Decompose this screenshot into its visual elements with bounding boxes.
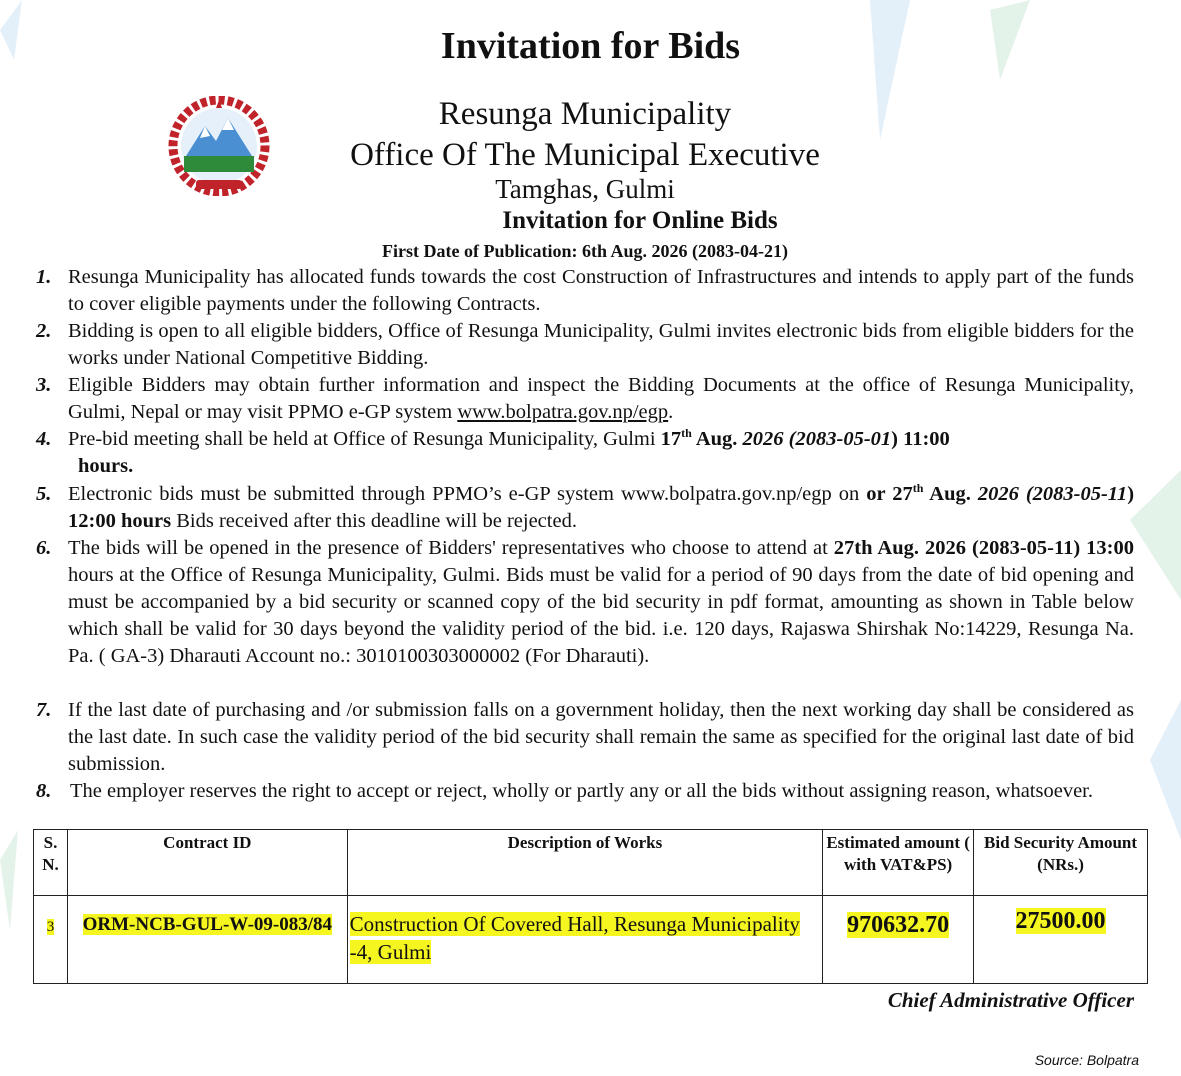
clause-5 (68, 481, 1134, 535)
clause-4-month: Aug. (691, 428, 743, 450)
clause-5-time: 12:00 hours (68, 510, 172, 532)
header-sn: S. N. (34, 830, 68, 896)
clause-6 (68, 535, 1134, 670)
clause-6-rest: hours at the Office of Resunga Municipality, Gulmi. Bids must be valid for a period of 90 days from the date of bid opening and must be accompanied by a bid security or scanned copy of the bid security in pdf format, amounting as shown in Table below which shall be valid for 30 days beyond the validity period of the bid. i.e. 120 days, Rajaswa Shirshak No:14229, Resunga Na. Pa. ( GA-3) Dharauti Account no.: 3010100303000002 (For Dharauti). (68, 564, 1134, 667)
clause-3-end: . (668, 401, 674, 423)
row-estimated: 970632.70 (847, 912, 950, 938)
clause-8: The employer reserves the right to accept or reject, wholly or partly any or all the bids without assigning reason, whatsoever. (70, 780, 1093, 802)
clause-4 (68, 426, 1134, 480)
clause-5-date: 2026 (2083-05-11 (977, 483, 1128, 505)
clause-4-hours: hours. (78, 455, 134, 477)
row-description: Construction Of Covered Hall, Resunga Municipality -4, Gulmi (349, 912, 800, 964)
clause-3 (68, 372, 1134, 426)
source-credit: Source: Bolpatra (1034, 1052, 1139, 1068)
clause-number-4: 4. (36, 428, 52, 450)
org-line-2: Office Of The Municipal Executive (350, 137, 820, 173)
clause-6-text: The bids will be opened in the presence of Bidders' representatives who choose to attend at (68, 537, 834, 559)
org-line-1: Resunga Municipality (438, 96, 732, 132)
row-sn: 3 (46, 919, 55, 935)
clause-4-day: 17 (660, 428, 682, 450)
clause-number-6: 6. (36, 537, 52, 559)
signature: Chief Administrative Officer (887, 988, 1134, 1012)
clause-5-text: Electronic bids must be submitted through PPMO’s e-GP system www.bolpatra.gov.np/egp on (68, 483, 867, 505)
header-estimated: Estimated amount ( with VAT&PS) (823, 830, 974, 896)
clause-3-text: Eligible Bidders may obtain further information and inspect the Bidding Documents at the office of Resunga Municipality, Gulmi, Nepal or may visit PPMO e-GP system (68, 374, 1134, 423)
clause-4-sup: th (681, 426, 692, 441)
row-contract-id: ORM-NCB-GUL-W-09-083/84 (82, 914, 333, 935)
publication-date: First Date of Publication: 6th Aug. 2026 (2083-04-21) (382, 241, 788, 261)
clause-4-date: 2026 (2083-05-01 (742, 428, 892, 450)
clause-number-7: 7. (36, 699, 52, 721)
subtitle: Invitation for Online Bids (502, 207, 778, 234)
nepal-government-emblem-icon (160, 96, 278, 196)
table-header-row (34, 830, 1148, 896)
clause-4-time: 11:00 (903, 428, 950, 450)
table-row (34, 896, 1148, 984)
address: Tamghas, Gulmi (495, 174, 675, 204)
clause-number-8: 8. (36, 780, 52, 802)
clause-number-2: 2. (36, 320, 52, 342)
clause-5-month: Aug. (923, 483, 971, 505)
clause-7: If the last date of purchasing and /or submission falls on a government holiday, then the next working day shall be considered as the last date. In such case the validity period of the bid security shall remain the same as specified for the original last date of bid submission. (68, 699, 1134, 775)
clause-5-or: or 27 (866, 483, 913, 505)
header-description: Description of Works (347, 830, 822, 896)
bolpatra-link[interactable]: www.bolpatra.gov.np/egp (457, 401, 669, 423)
page-title: Invitation for Bids (440, 25, 741, 67)
clause-5-sup: th (912, 481, 924, 496)
header-security: Bid Security Amount (NRs.) (974, 830, 1148, 896)
clause-number-1: 1. (36, 266, 52, 288)
clause-6-date: 27th Aug. 2026 (2083-05-11) 13:00 (833, 537, 1134, 559)
row-security: 27500.00 (1015, 908, 1106, 934)
bids-table (33, 829, 1148, 984)
header-contract-id: Contract ID (67, 830, 347, 896)
organization-name (300, 94, 870, 176)
clause-4-close: ) (891, 428, 904, 450)
clause-number-3: 3. (36, 374, 52, 396)
clause-1: Resunga Municipality has allocated funds towards the cost Construction of Infrastructures and intends to apply part of the funds to cover eligible payments under the following Contracts. (68, 266, 1134, 315)
clause-2: Bidding is open to all eligible bidders, Office of Resunga Municipality, Gulmi invites electronic bids from eligible bidders for the works under National Competitive Bidding. (68, 320, 1134, 369)
clause-4-text: Pre-bid meeting shall be held at Office of Resunga Municipality, Gulmi (68, 428, 661, 450)
clause-number-5: 5. (36, 483, 52, 505)
clause-5-close: ) (1127, 483, 1135, 505)
clause-5-end: Bids received after this deadline will be rejected. (171, 510, 577, 532)
